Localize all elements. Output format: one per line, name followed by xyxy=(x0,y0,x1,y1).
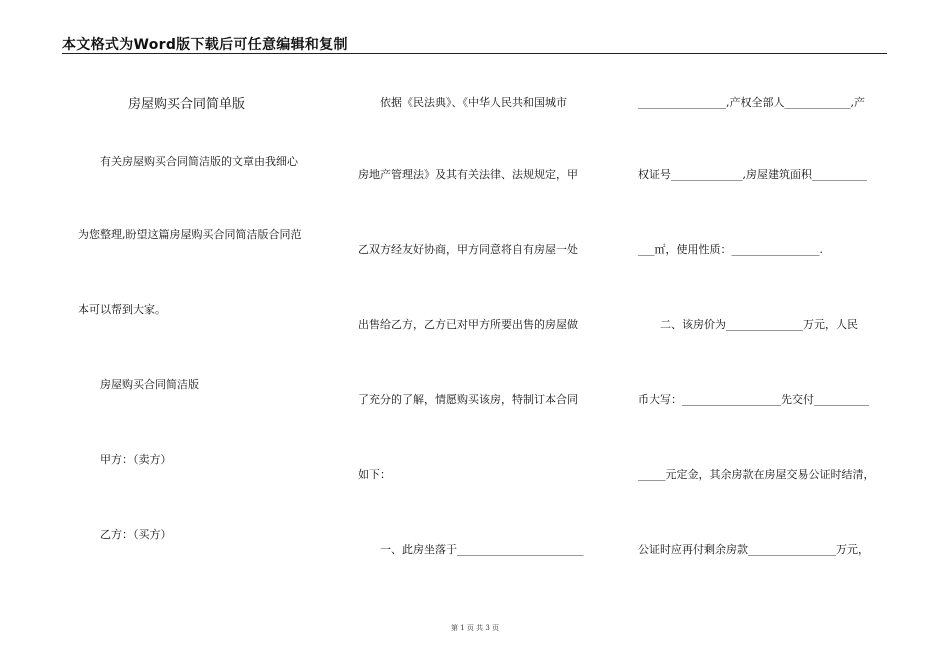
col1-line-3: 本可以帮到大家。 xyxy=(78,303,166,316)
col3-line-1: ________________,产权全部人____________,产 xyxy=(638,96,865,109)
col3-line-4: 二、该房价为______________万元，人民 xyxy=(660,318,858,331)
col2-line-4: 出售给乙方，乙方已对甲方所要出售的房屋做 xyxy=(358,318,578,331)
col3-line-5: 币大写：__________________先交付__________ xyxy=(638,393,869,406)
col1-line-2: 为您整理,盼望这篇房屋购买合同简洁版合同范 xyxy=(78,228,302,241)
col3-line-3: ___㎡，使用性质：________________. xyxy=(638,243,823,256)
col3-line-7: 公证时应再付剩余房款________________万元， xyxy=(638,543,869,556)
col1-line-1: 有关房屋购买合同简洁版的文章由我细心 xyxy=(100,155,298,168)
col2-line-7: 一、此房坐落于_______________________ xyxy=(380,543,584,556)
col1-line-4: 房屋购买合同简洁版 xyxy=(100,378,199,391)
header-divider xyxy=(62,53,887,54)
col3-line-6: _____元定金，其余房款在房屋交易公证时结清， xyxy=(638,468,875,481)
page-number: 第 1 页 共 3 页 xyxy=(450,624,500,632)
col2-line-1: 依据《民法典》、《中华人民共和国城市 xyxy=(380,96,567,109)
col2-line-5: 了充分的了解，情愿购买该房，特制订本合同 xyxy=(358,393,578,406)
col2-line-6: 如下： xyxy=(358,468,391,481)
header-title: 本文格式为Word版下载后可任意编辑和复制 xyxy=(62,37,348,53)
col2-line-3: 乙双方经友好协商，甲方同意将自有房屋一处 xyxy=(358,243,578,256)
col3-line-2: 权证号_____________,房屋建筑面积__________ xyxy=(638,168,867,181)
document-title: 房屋购买合同简单版 xyxy=(128,97,246,112)
col1-line-6: 乙方：（买方） xyxy=(100,528,172,541)
col2-line-2: 房地产管理法》及其有关法律、法规规定，甲 xyxy=(358,168,578,181)
col1-line-5: 甲方：（卖方） xyxy=(100,453,172,466)
